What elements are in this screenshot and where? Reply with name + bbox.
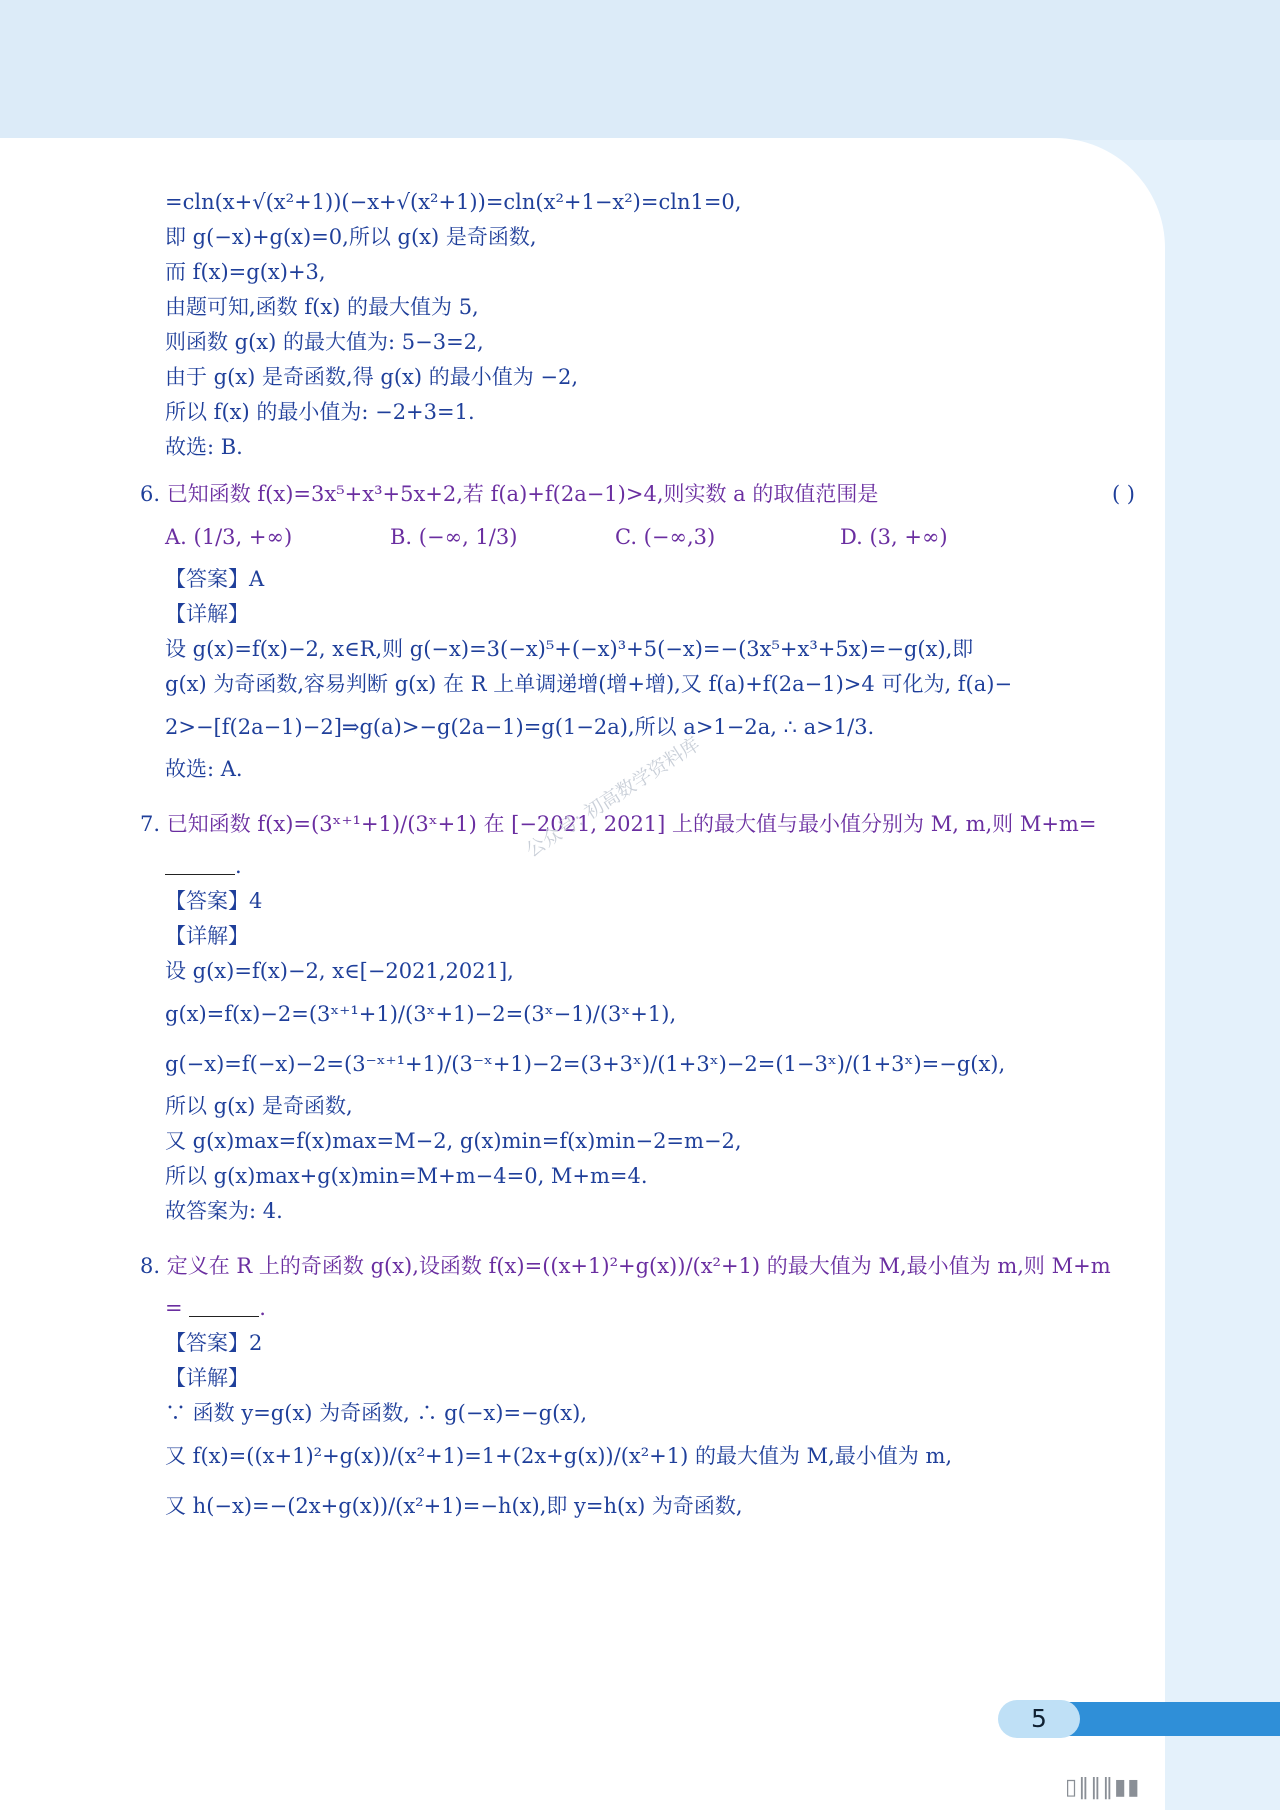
question-8-stem [140,1241,1140,1291]
detail-line: 故选: A. [165,757,243,781]
option-c: C. (−∞,3) [615,525,716,549]
detail-line: 又 f(x)=((x+1)²+g(x))/(x²+1)=1+(2x+g(x))/(x²+1) 的最大值为 M,最小值为 m, [165,1444,953,1468]
solution5-line: 故选: B. [165,435,243,459]
header-band [0,0,1280,140]
solution5-line: 即 g(−x)+g(x)=0,所以 g(x) 是奇函数, [165,225,537,249]
solution5-line: =cln(x+√(x²+1))(−x+√(x²+1))=cln(x²+1−x²)=cln1=0, [165,190,742,214]
options-row [165,512,1140,562]
solution5-line: 由于 g(x) 是奇函数,得 g(x) 的最小值为 −2, [165,365,579,389]
question-number: 8. [140,1254,161,1278]
detail-line: ∵ 函数 y=g(x) 为奇函数, ∴ g(−x)=−g(x), [165,1401,587,1425]
detail-line: g(−x)=f(−x)−2=(3⁻ˣ⁺¹+1)/(3⁻ˣ+1)−2=(3+3ˣ)/(1+3ˣ)−2=(1−3ˣ)/(1+3ˣ)=−g(x), [165,1052,1006,1076]
solution5-line: 而 f(x)=g(x)+3, [165,260,326,284]
detail-line: g(x)=f(x)−2=(3ˣ⁺¹+1)/(3ˣ+1)−2=(3ˣ−1)/(3ˣ+1), [165,1002,677,1026]
answer-line: 【答案】4 [165,889,263,913]
answer-paren: ( ) [1111,482,1135,506]
detail-line: 故答案为: 4. [165,1199,283,1223]
detail-label: 【详解】 [165,602,249,626]
question-6 [140,477,1140,787]
answer-blank [189,1294,259,1317]
question-6-stem [140,477,1140,512]
solution5-line: 所以 f(x) 的最小值为: −2+3=1. [165,400,475,424]
corner-mark-icon: ▯‖‖‖▮▮ [1065,1775,1141,1800]
detail-line: 设 g(x)=f(x)−2, x∈[−2021,2021], [165,959,514,983]
detail-line: 设 g(x)=f(x)−2, x∈R,则 g(−x)=3(−x)⁵+(−x)³+5(−x)=−(3x⁵+x³+5x)=−g(x),即 [165,637,974,661]
question-text: 已知函数 f(x)=(3ˣ⁺¹+1)/(3ˣ+1) 在 [−2021, 2021] 上的最大值与最小值分别为 M, m,则 M+m= [166,812,1097,836]
option-a: A. (1/3, +∞) [165,525,293,549]
detail-line: 又 g(x)max=f(x)max=M−2, g(x)min=f(x)min−2=m−2, [165,1129,742,1153]
answer-blank-line: = . [165,1296,266,1320]
equals-sign: = [165,1296,183,1320]
answer-blank-line: . [165,849,1140,884]
question-text: 定义在 R 上的奇函数 g(x),设函数 f(x)=((x+1)²+g(x))/(x²+1) 的最大值为 M,最小值为 m,则 M+m [166,1254,1111,1278]
question-number: 6. [140,482,161,506]
answer-blank [165,852,235,875]
option-d: D. (3, +∞) [840,525,948,549]
question-8 [140,1241,1140,1531]
question-text: 已知函数 f(x)=3x⁵+x³+5x+2,若 f(a)+f(2a−1)>4,则实数 a 的取值范围是 [166,482,879,506]
option-b: B. (−∞, 1/3) [390,525,518,549]
watermark: 公众号: 初高数学资料库 [522,733,704,862]
answer-line: 【答案】A [165,567,265,591]
page-content [140,185,1140,1531]
detail-line: g(x) 为奇函数,容易判断 g(x) 在 R 上单调递增(增+增),又 f(a)+f(2a−1)>4 可化为, f(a)− [165,672,1013,696]
detail-label: 【详解】 [165,1366,249,1390]
question-7 [140,799,1140,1229]
answer-line: 【答案】2 [165,1331,263,1355]
page-number: 5 [998,1700,1080,1738]
question-number: 7. [140,812,161,836]
detail-label: 【详解】 [165,924,249,948]
right-margin-strip [1165,140,1280,1810]
solution5-line: 由题可知,函数 f(x) 的最大值为 5, [165,295,479,319]
detail-line: 2>−[f(2a−1)−2]⇒g(a)>−g(2a−1)=g(1−2a),所以 a>1−2a, ∴ a>1/3. [165,715,875,739]
detail-line: 又 h(−x)=−(2x+g(x))/(x²+1)=−h(x),即 y=h(x) 为奇函数, [165,1494,743,1518]
question-7-stem [140,799,1140,849]
detail-line: 所以 g(x) 是奇函数, [165,1094,353,1118]
solution5-line: 则函数 g(x) 的最大值为: 5−3=2, [165,330,484,354]
solution5-block [165,185,1140,465]
detail-line: 所以 g(x)max+g(x)min=M+m−4=0, M+m=4. [165,1164,648,1188]
